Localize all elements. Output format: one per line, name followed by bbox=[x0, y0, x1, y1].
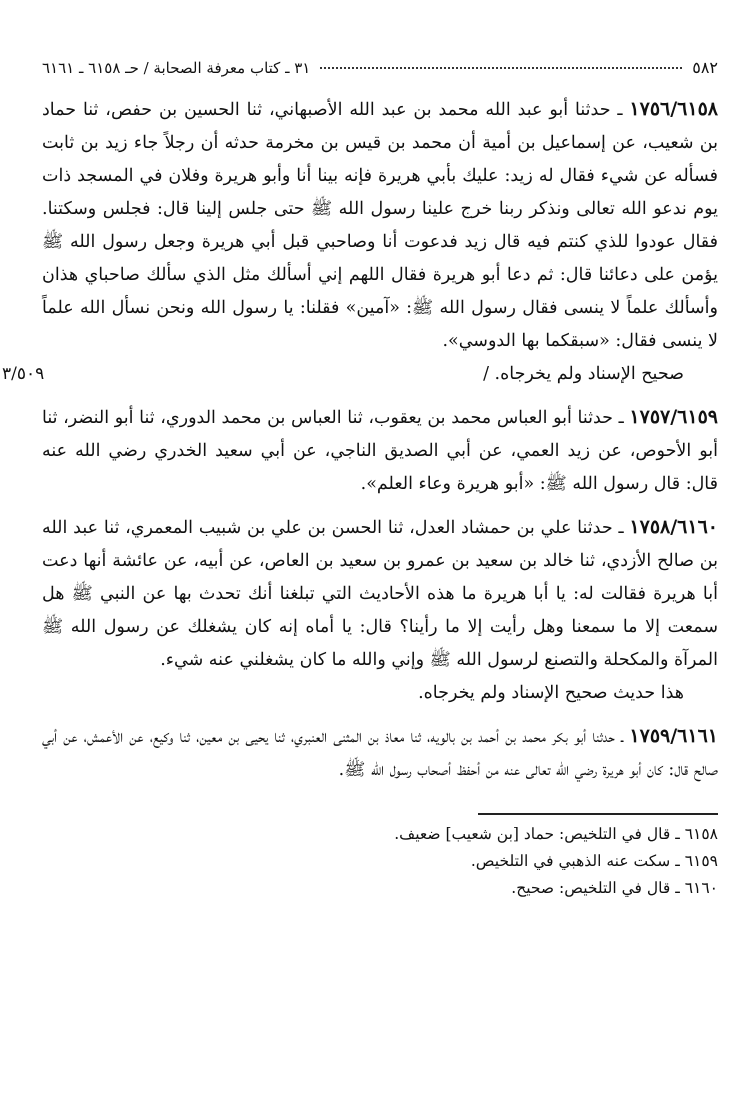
hadith-6160 bbox=[42, 511, 718, 710]
hadith-verdict bbox=[42, 677, 718, 710]
hadith-text: ـ حدثنا أبو العباس محمد بن يعقوب، ثنا العباس بن محمد الدوري، ثنا أبو النضر، ثنا أبو الأحوص، عن زيد العمي، عن أبي الصديق الناجي، عن أبي سعيد الخدري رضي الله عنه قال: قال رسول الله ﷺ: «أبو هريرة وعاء العلم». bbox=[42, 408, 718, 494]
hadith-number: ١٧٥٩/٦١٦١ bbox=[629, 725, 718, 747]
hadith-6158 bbox=[2, 93, 718, 391]
header-title: ٣١ ـ كتاب معرفة الصحابة / حـ ٦١٥٨ ـ ٦١٦١ bbox=[42, 59, 311, 77]
hadith-6161 bbox=[42, 720, 718, 787]
verdict-text: هذا حديث صحيح الإسناد ولم يخرجاه. bbox=[418, 683, 684, 703]
hadith-text: ـ حدثنا أبو بكر محمد بن أحمد بن بالويه، ثنا معاذ بن المثنى العنبري، ثنا يحيى بن معين، ثنا وكيع، عن الأعمش، عن أبي صالح قال: كان أبو هريرة رضي الله تعالى عنه من أحفظ أصحاب رسول الله ﷺ. bbox=[42, 727, 718, 780]
footnote: ٦١٥٨ ـ قال في التلخيص: حماد [بن شعيب] ضعيف. bbox=[394, 825, 718, 843]
hadith-paragraph bbox=[42, 720, 718, 787]
hadith-verdict bbox=[2, 358, 718, 391]
hadith-text: ـ حدثنا أبو عبد الله محمد بن عبد الله الأصبهاني، ثنا الحسين بن حفص، ثنا حماد بن شعيب، عن إسماعيل بن أمية أن محمد بن قيس بن مخرمة حدثه أن رجلاً جاء زيد بن ثابت فسأله عن شيء فقال له زيد: عليك بأبي هريرة فإنه بينا أنا وأبو هريرة وفلان في المسجد ذات يوم ندعو الله تعالى ونذكر ربنا خرج علينا رسول الله ﷺ حتى جلس إلينا قال: فجلس وسكتنا. فقال عودوا للذي كنتم فيه قال زيد فدعوت أنا وصاحبي قبل أبي هريرة وجعل رسول الله ﷺ يؤمن على دعائنا قال: ثم دعا أبو هريرة فقال اللهم إني أسألك مثل الذي سألك صاحباي هذان وأسألك علماً لا ينسى فقال رسول الله ﷺ: «آمين» فقلنا: يا رسول الله ونحن نسأل الله علماً لا ينسى فقال: «سبقكما بها الدوسي». bbox=[42, 100, 718, 351]
footnote: ٦١٥٩ ـ سكت عنه الذهبي في التلخيص. bbox=[470, 852, 718, 870]
verdict-text: صحيح الإسناد ولم يخرجاه. / bbox=[483, 364, 684, 384]
header-dotted-leader bbox=[320, 67, 682, 69]
hadith-paragraph bbox=[42, 401, 718, 501]
page-number: ٥٨٢ bbox=[692, 58, 718, 77]
hadith-number: ١٧٥٦/٦١٥٨ bbox=[629, 98, 718, 120]
hadith-text: ـ حدثنا علي بن حمشاد العدل، ثنا الحسن بن علي بن شبيب المعمري، ثنا عبد الله بن صالح الأزدي، ثنا خالد بن سعيد بن عمرو بن سعيد بن العاص، عن أبيه، عن عائشة أنها دعت أبا هريرة فقالت له: يا أبا هريرة ما هذه الأحاديث التي تبلغنا أنك تحدث بها عن النبي ﷺ هل سمعت إلا ما سمعنا وهل رأيت إلا ما رأينا؟ قال: يا أماه إنه كان يشغلك عن رسول الله ﷺ المرآة والمكحلة والتصنع لرسول الله ﷺ وإني والله ما كان يشغلني عنه شيء. bbox=[42, 518, 718, 670]
footnote: ٦١٦٠ ـ قال في التلخيص: صحيح. bbox=[511, 879, 718, 897]
margin-reference: ٣/٥٠٩ bbox=[2, 364, 45, 384]
hadith-paragraph bbox=[42, 511, 718, 677]
footnotes bbox=[42, 821, 718, 902]
running-header bbox=[42, 58, 718, 83]
hadith-6159 bbox=[42, 401, 718, 501]
document-page bbox=[2, 58, 718, 902]
footnote-separator bbox=[478, 813, 718, 815]
hadith-paragraph bbox=[42, 93, 718, 358]
hadith-number: ١٧٥٧/٦١٥٩ bbox=[629, 406, 718, 428]
hadith-number: ١٧٥٨/٦١٦٠ bbox=[629, 516, 718, 538]
